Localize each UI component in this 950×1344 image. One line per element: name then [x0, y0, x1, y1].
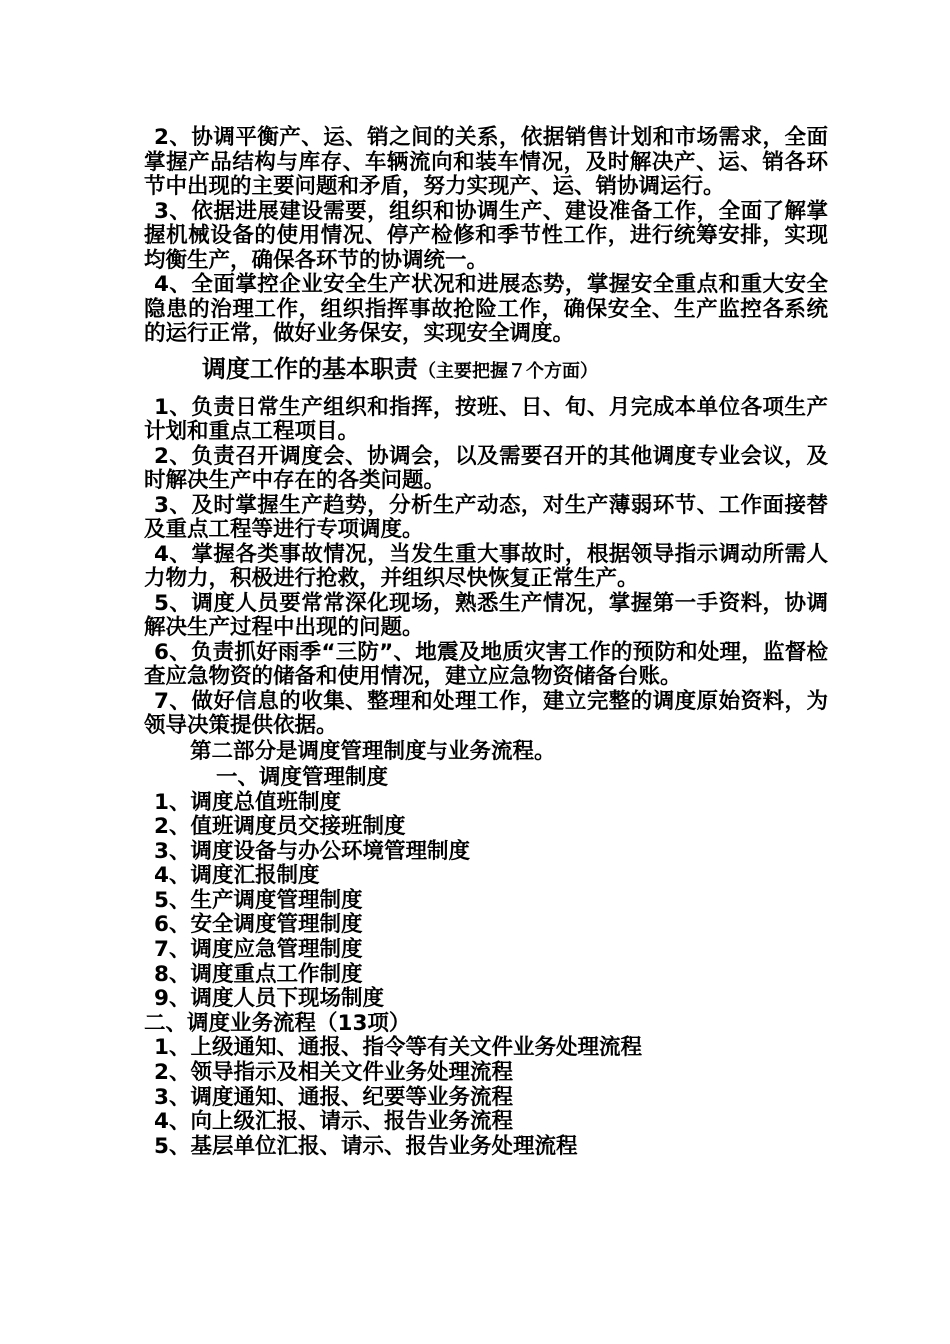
list-item: 2、领导指示及相关文件业务处理流程: [154, 1060, 513, 1086]
list-item: 5、基层单位汇报、请示、报告业务处理流程: [154, 1133, 578, 1159]
duty-item: 6、负责抓好雨季“三防”、地震及地质灾害工作的预防和处理，监督检查应急物资的储备和使用情况，建立应急物资储备台账。: [144, 639, 828, 689]
list-item: 8、调度重点工作制度: [154, 961, 363, 987]
list-item: 3、调度通知、通报、纪要等业务流程: [154, 1084, 513, 1110]
heading-main: 调度工作的基本职责: [202, 354, 418, 383]
duty-item: 7、做好信息的收集、整理和处理工作，建立完整的调度原始资料，为领导决策提供依据。: [144, 688, 828, 738]
part2-intro: 第二部分是调度管理制度与业务流程。: [190, 738, 556, 764]
section-heading: [144, 353, 828, 388]
paragraph-construction: 3、依据进展建设需要，组织和协调生产、建设准备工作，全面了解掌握机械设备的使用情况、停产检修和季节性工作，进行统筹安排，实现均衡生产，确保各环节的协调统一。: [144, 198, 828, 273]
list-item: 1、调度总值班制度: [154, 789, 341, 815]
document-page: [144, 126, 828, 1159]
section2-title: 二、调度业务流程（13项）: [144, 1010, 411, 1036]
section1-title: 一、调度管理制度: [216, 764, 389, 790]
paragraph-coordination: 2、协调平衡产、运、销之间的关系，依据销售计划和市场需求，全面掌握产品结构与库存、车辆流向和装车情况，及时解决产、运、销各环节中出现的主要问题和矛盾，努力实现产、运、销协调运行。: [144, 125, 828, 199]
list-item: 9、调度人员下现场制度: [154, 986, 384, 1012]
duty-item: 1、负责日常生产组织和指挥，按班、日、旬、月完成本单位各项生产计划和重点工程项目。: [144, 394, 828, 444]
list-item: 2、值班调度员交接班制度: [154, 814, 406, 840]
list-item: 7、调度应急管理制度: [154, 937, 363, 963]
duty-item: 2、负责召开调度会、协调会，以及需要召开的其他调度专业会议，及时解决生产中存在的各类问题。: [144, 443, 828, 493]
list-item: 1、上级通知、通报、指令等有关文件业务处理流程: [154, 1035, 642, 1061]
list-item: 5、生产调度管理制度: [154, 887, 363, 913]
paragraph-safety: 4、全面掌控企业安全生产状况和进展态势，掌握安全重点和重大安全隐患的治理工作，组织指挥事故抢险工作，确保安全、生产监控各系统的运行正常，做好业务保安，实现安全调度。: [144, 272, 828, 346]
list-item: 4、调度汇报制度: [154, 863, 320, 889]
duty-item: 5、调度人员要常常深化现场，熟悉生产情况，掌握第一手资料，协调解决生产过程中出现的问题。: [144, 590, 828, 640]
duty-item: 4、掌握各类事故情况，当发生重大事故时，根据领导指示调动所需人力物力，积极进行抢救，并组织尽快恢复正常生产。: [144, 541, 828, 591]
duty-item: 3、及时掌握生产趋势，分析生产动态，对生产薄弱环节、工作面接替及重点工程等进行专项调度。: [144, 492, 828, 542]
heading-sub: （主要把握７个方面）: [418, 360, 598, 382]
list-item: 6、安全调度管理制度: [154, 912, 363, 938]
list-item: 4、向上级汇报、请示、报告业务流程: [154, 1109, 513, 1135]
list-item: 3、调度设备与办公环境管理制度: [154, 838, 470, 864]
